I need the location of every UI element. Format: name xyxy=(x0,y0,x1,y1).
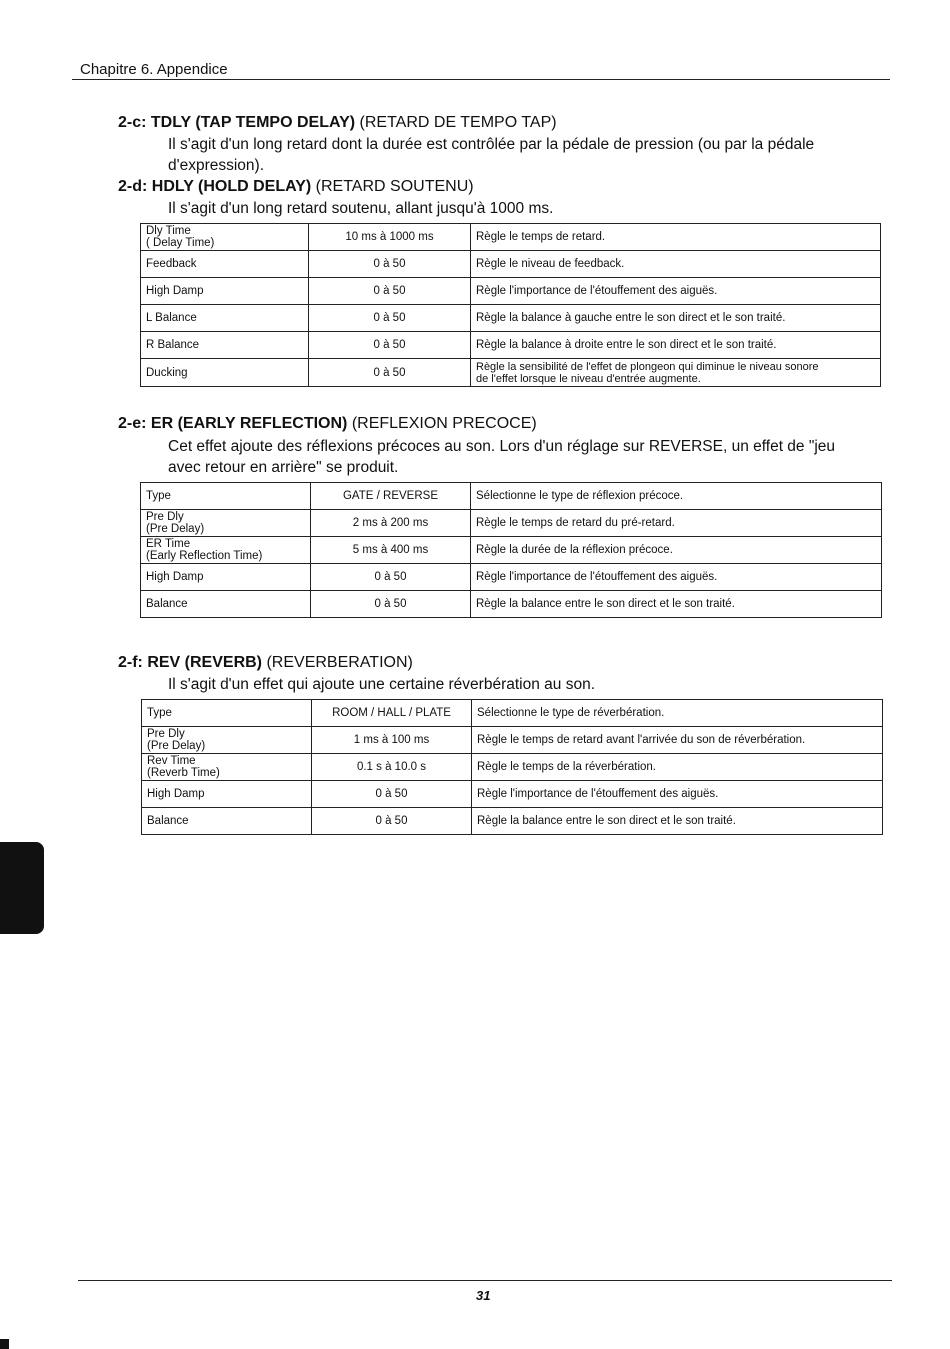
param-range: 0 à 50 xyxy=(309,251,471,278)
param-description: Sélectionne le type de réflexion précoce. xyxy=(471,483,882,510)
section-description-hdly: Il s'agit d'un long retard soutenu, allant jusqu'à 1000 ms. xyxy=(168,200,554,217)
section-subtitle-rev: (REVERBERATION) xyxy=(266,654,413,671)
description-line: avec retour en arrière" se produit. xyxy=(168,459,399,476)
param-name: Type xyxy=(142,700,312,727)
table-row xyxy=(141,591,882,618)
param-description: Règle la balance entre le son direct et le son traité. xyxy=(472,808,883,835)
table-row xyxy=(141,359,881,387)
param-name: Balance xyxy=(141,591,311,618)
section-subtitle-hdly: (RETARD SOUTENU) xyxy=(315,178,474,195)
table-row xyxy=(141,332,881,359)
section-description-er xyxy=(168,436,868,478)
table-row xyxy=(142,700,883,727)
param-range: 0.1 s à 10.0 s xyxy=(312,754,472,781)
header-divider xyxy=(72,79,890,80)
param-range: 0 à 50 xyxy=(311,591,471,618)
section-code-er: 2-e: ER (EARLY REFLECTION) xyxy=(118,415,348,432)
section-description-rev: Il s'agit d'un effet qui ajoute une certaine réverbération au son. xyxy=(168,676,595,693)
section-description-tdly xyxy=(168,134,868,176)
param-description: Règle le temps de retard du pré-retard. xyxy=(471,510,882,537)
table-row xyxy=(141,483,882,510)
param-description: Règle l'importance de l'étouffement des aiguës. xyxy=(471,278,881,305)
table-row xyxy=(141,564,882,591)
section-code-hdly: 2-d: HDLY (HOLD DELAY) xyxy=(118,178,312,195)
page-number: 31 xyxy=(476,1288,491,1303)
param-description: Règle la sensibilité de l'effet de plongeon qui diminue le niveau sonore de l'effet lorsque le niveau d'entrée augmente. xyxy=(471,359,881,387)
param-name: Pre Dly (Pre Delay) xyxy=(142,727,312,754)
param-range: 0 à 50 xyxy=(309,305,471,332)
description-line: Cet effet ajoute des réflexions précoces au son. Lors d'un réglage sur REVERSE, un effet de "jeu xyxy=(168,438,836,455)
table-row xyxy=(141,305,881,332)
param-description: Règle le temps de la réverbération. xyxy=(472,754,883,781)
param-name: Rev Time (Reverb Time) xyxy=(142,754,312,781)
param-range: 2 ms à 200 ms xyxy=(311,510,471,537)
params-table-hdly xyxy=(140,223,881,387)
section-title-hdly xyxy=(118,178,474,196)
table-row xyxy=(141,510,882,537)
table-row xyxy=(142,754,883,781)
param-range: 0 à 50 xyxy=(312,808,472,835)
param-description: Règle la balance à gauche entre le son direct et le son traité. xyxy=(471,305,881,332)
param-name: Feedback xyxy=(141,251,309,278)
param-range: 0 à 50 xyxy=(309,278,471,305)
section-title-rev xyxy=(118,654,413,672)
param-description: Règle le temps de retard avant l'arrivée du son de réverbération. xyxy=(472,727,883,754)
table-row xyxy=(141,224,881,251)
table-row xyxy=(141,537,882,564)
params-table-er xyxy=(140,482,882,618)
table-row xyxy=(142,781,883,808)
param-description: Règle l'importance de l'étouffement des aiguës. xyxy=(471,564,882,591)
chapter-thumb-tab xyxy=(0,842,44,934)
param-range: 0 à 50 xyxy=(309,359,471,387)
params-table-rev xyxy=(141,699,883,835)
section-code-tdly: 2-c: TDLY (TAP TEMPO DELAY) xyxy=(118,114,356,131)
param-name: High Damp xyxy=(141,564,311,591)
param-description: Règle le niveau de feedback. xyxy=(471,251,881,278)
param-range: 10 ms à 1000 ms xyxy=(309,224,471,251)
param-description: Règle la balance à droite entre le son direct et le son traité. xyxy=(471,332,881,359)
param-range: GATE / REVERSE xyxy=(311,483,471,510)
table-row xyxy=(142,808,883,835)
param-range: 0 à 50 xyxy=(312,781,472,808)
param-name: Type xyxy=(141,483,311,510)
param-range: 1 ms à 100 ms xyxy=(312,727,472,754)
section-subtitle-er: (REFLEXION PRECOCE) xyxy=(351,415,537,432)
section-code-rev: 2-f: REV (REVERB) xyxy=(118,654,263,671)
param-range: 0 à 50 xyxy=(311,564,471,591)
table-row xyxy=(141,278,881,305)
footer-divider xyxy=(78,1280,892,1281)
table-row xyxy=(142,727,883,754)
param-description: Règle la balance entre le son direct et le son traité. xyxy=(471,591,882,618)
param-name: Balance xyxy=(142,808,312,835)
param-description: Sélectionne le type de réverbération. xyxy=(472,700,883,727)
param-name: ER Time (Early Reflection Time) xyxy=(141,537,311,564)
chapter-header: Chapitre 6. Appendice xyxy=(80,61,228,78)
section-title-er xyxy=(118,415,537,433)
param-name: High Damp xyxy=(142,781,312,808)
description-line: Il s'agit d'un long retard dont la durée est contrôlée par la pédale de pression (ou par la pédale xyxy=(168,136,815,153)
description-line: d'expression). xyxy=(168,157,265,174)
param-description: Règle la durée de la réflexion précoce. xyxy=(471,537,882,564)
corner-registration-mark xyxy=(0,1339,9,1349)
param-description: Règle le temps de retard. xyxy=(471,224,881,251)
param-name: Dly Time ( Delay Time) xyxy=(141,224,309,251)
param-name: L Balance xyxy=(141,305,309,332)
section-subtitle-tdly: (RETARD DE TEMPO TAP) xyxy=(359,114,557,131)
param-name: Ducking xyxy=(141,359,309,387)
param-range: 5 ms à 400 ms xyxy=(311,537,471,564)
table-row xyxy=(141,251,881,278)
param-range: 0 à 50 xyxy=(309,332,471,359)
section-title-tdly xyxy=(118,114,557,132)
param-description: Règle l'importance de l'étouffement des aiguës. xyxy=(472,781,883,808)
param-name: R Balance xyxy=(141,332,309,359)
param-range: ROOM / HALL / PLATE xyxy=(312,700,472,727)
param-name: High Damp xyxy=(141,278,309,305)
param-name: Pre Dly (Pre Delay) xyxy=(141,510,311,537)
